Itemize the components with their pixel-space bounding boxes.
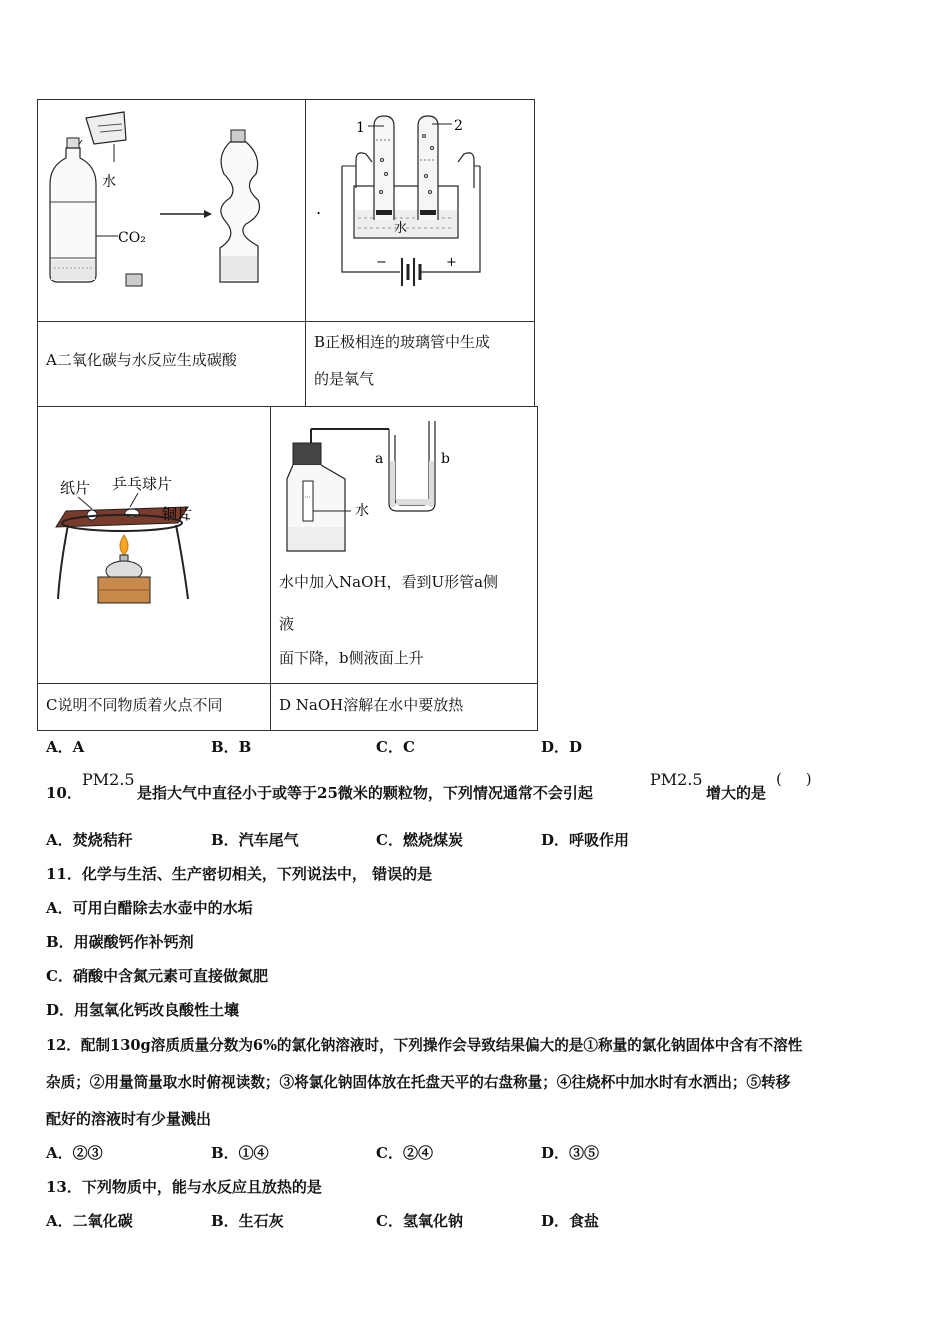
q10-option-c[interactable]: C．燃烧煤炭 xyxy=(376,831,463,849)
cell-c-caption xyxy=(37,683,271,731)
alcohol-lamp-icon xyxy=(98,535,150,603)
q10-option-b[interactable]: B．汽车尾气 xyxy=(211,831,299,849)
q12-stem-line2: 杂质；②用量筒量取水时俯视读数；③将氯化钠固体放在托盘天平的右盘称量；④往烧杯中加水时有水洒出；⑤转移 xyxy=(46,1074,791,1091)
beaker-icon xyxy=(78,112,126,146)
q12-stem-line1: 12．配制130g溶质质量分数为6%的氯化钠溶液时，下列操作会导致结果偏大的是①称量的氯化钠固体中含有不溶性 xyxy=(46,1037,803,1054)
caption-a: A二氧化碳与水反应生成碳酸 xyxy=(46,351,237,369)
bottle-cap-icon xyxy=(126,274,142,286)
cell-d-caption xyxy=(270,683,538,731)
q12-option-a[interactable]: A．②③ xyxy=(46,1144,103,1162)
q10-answer-paren: ( ) xyxy=(776,770,812,788)
plus-label: + xyxy=(446,255,457,270)
q10-stem-end: 增大的是 xyxy=(706,784,767,802)
q10-number: 10． xyxy=(46,784,82,802)
water-label: 水 xyxy=(355,503,369,519)
a-label: a xyxy=(375,451,384,467)
cell-a-caption xyxy=(37,321,306,407)
minus-label: − xyxy=(376,255,387,270)
q12-option-d[interactable]: D．③⑤ xyxy=(541,1144,600,1162)
q11-option-b[interactable]: B．用碳酸钙作补钙剂 xyxy=(46,933,194,951)
q11-option-c[interactable]: C．硝酸中含氮元素可直接做氮肥 xyxy=(46,967,268,985)
q10-pm-term-2: PM2.5 xyxy=(650,770,703,789)
d-desc-line1: 水中加入NaOH，看到U形管a侧 xyxy=(279,573,499,591)
q12-stem-line3: 配好的溶液时有少量溅出 xyxy=(46,1110,212,1128)
tube-1-icon xyxy=(374,116,394,220)
d-desc-line3: 面下降，b侧液面上升 xyxy=(279,649,424,667)
copper-label: 铜片 xyxy=(162,505,193,523)
tube-2-icon xyxy=(418,116,438,220)
caption-b-line2: 的是氧气 xyxy=(314,370,375,388)
q9-option-a[interactable]: A．A xyxy=(46,738,85,756)
crushed-bottle-icon xyxy=(220,130,260,282)
caption-d: D NaOH溶解在水中要放热 xyxy=(279,696,464,714)
q11-option-d[interactable]: D．用氢氧化钙改良酸性土壤 xyxy=(46,1001,240,1019)
q13-option-b[interactable]: B．生石灰 xyxy=(211,1212,284,1230)
svg-text:.: . xyxy=(316,199,322,218)
cell-a-figure xyxy=(37,99,306,322)
caption-b-line1: B正极相连的玻璃管中生成 xyxy=(314,333,491,351)
q10-option-a[interactable]: A．焚烧秸秆 xyxy=(46,831,133,849)
q9-option-b[interactable]: B．B xyxy=(211,738,252,756)
q9-option-c[interactable]: C．C xyxy=(376,738,415,756)
q10-option-d[interactable]: D．呼吸作用 xyxy=(541,831,630,849)
pingpong-label: 乒乓球片 xyxy=(112,475,173,493)
q13-option-a[interactable]: A．二氧化碳 xyxy=(46,1212,133,1230)
electrolysis-figure xyxy=(306,100,534,321)
q13-stem: 13．下列物质中，能与水反应且放热的是 xyxy=(46,1178,322,1196)
q11-stem: 11．化学与生活、生产密切相关，下列说法中， 错误的是 xyxy=(46,865,433,883)
co2-label: CO₂ xyxy=(118,230,146,246)
q13-option-d[interactable]: D．食盐 xyxy=(541,1212,600,1230)
d-desc-line2: 液 xyxy=(279,615,295,633)
q9-option-d[interactable]: D．D xyxy=(541,738,583,756)
tube-1-label: 1 xyxy=(356,120,365,136)
q10-stem: 是指大气中直径小于或等于25微米的颗粒物，下列情况通常不会引起 xyxy=(137,784,593,802)
cell-d-figure xyxy=(270,406,538,684)
co2-bottle-figure xyxy=(38,100,305,321)
cell-b-figure xyxy=(305,99,535,322)
ignition-point-figure xyxy=(38,407,270,607)
caption-c: C说明不同物质着火点不同 xyxy=(46,696,223,714)
bottle-icon xyxy=(50,138,96,282)
water-label: 水 xyxy=(102,174,116,190)
q11-option-a[interactable]: A．可用白醋除去水壶中的水垢 xyxy=(46,899,253,917)
q12-option-b[interactable]: B．①④ xyxy=(211,1144,269,1162)
paper-label: 纸片 xyxy=(60,479,91,497)
q12-option-c[interactable]: C．②④ xyxy=(376,1144,433,1162)
water-label: 水 xyxy=(394,221,408,236)
u-tube-figure xyxy=(271,407,537,557)
b-label: b xyxy=(441,451,450,467)
tube-2-label: 2 xyxy=(454,118,463,134)
u-tube-icon xyxy=(389,421,435,511)
cell-b-caption xyxy=(305,321,535,407)
q13-option-c[interactable]: C．氢氧化钠 xyxy=(376,1212,463,1230)
q10-pm-term: PM2.5 xyxy=(82,770,135,789)
cell-c-figure xyxy=(37,406,271,684)
battery-icon xyxy=(402,258,420,286)
flask-icon xyxy=(287,443,345,551)
